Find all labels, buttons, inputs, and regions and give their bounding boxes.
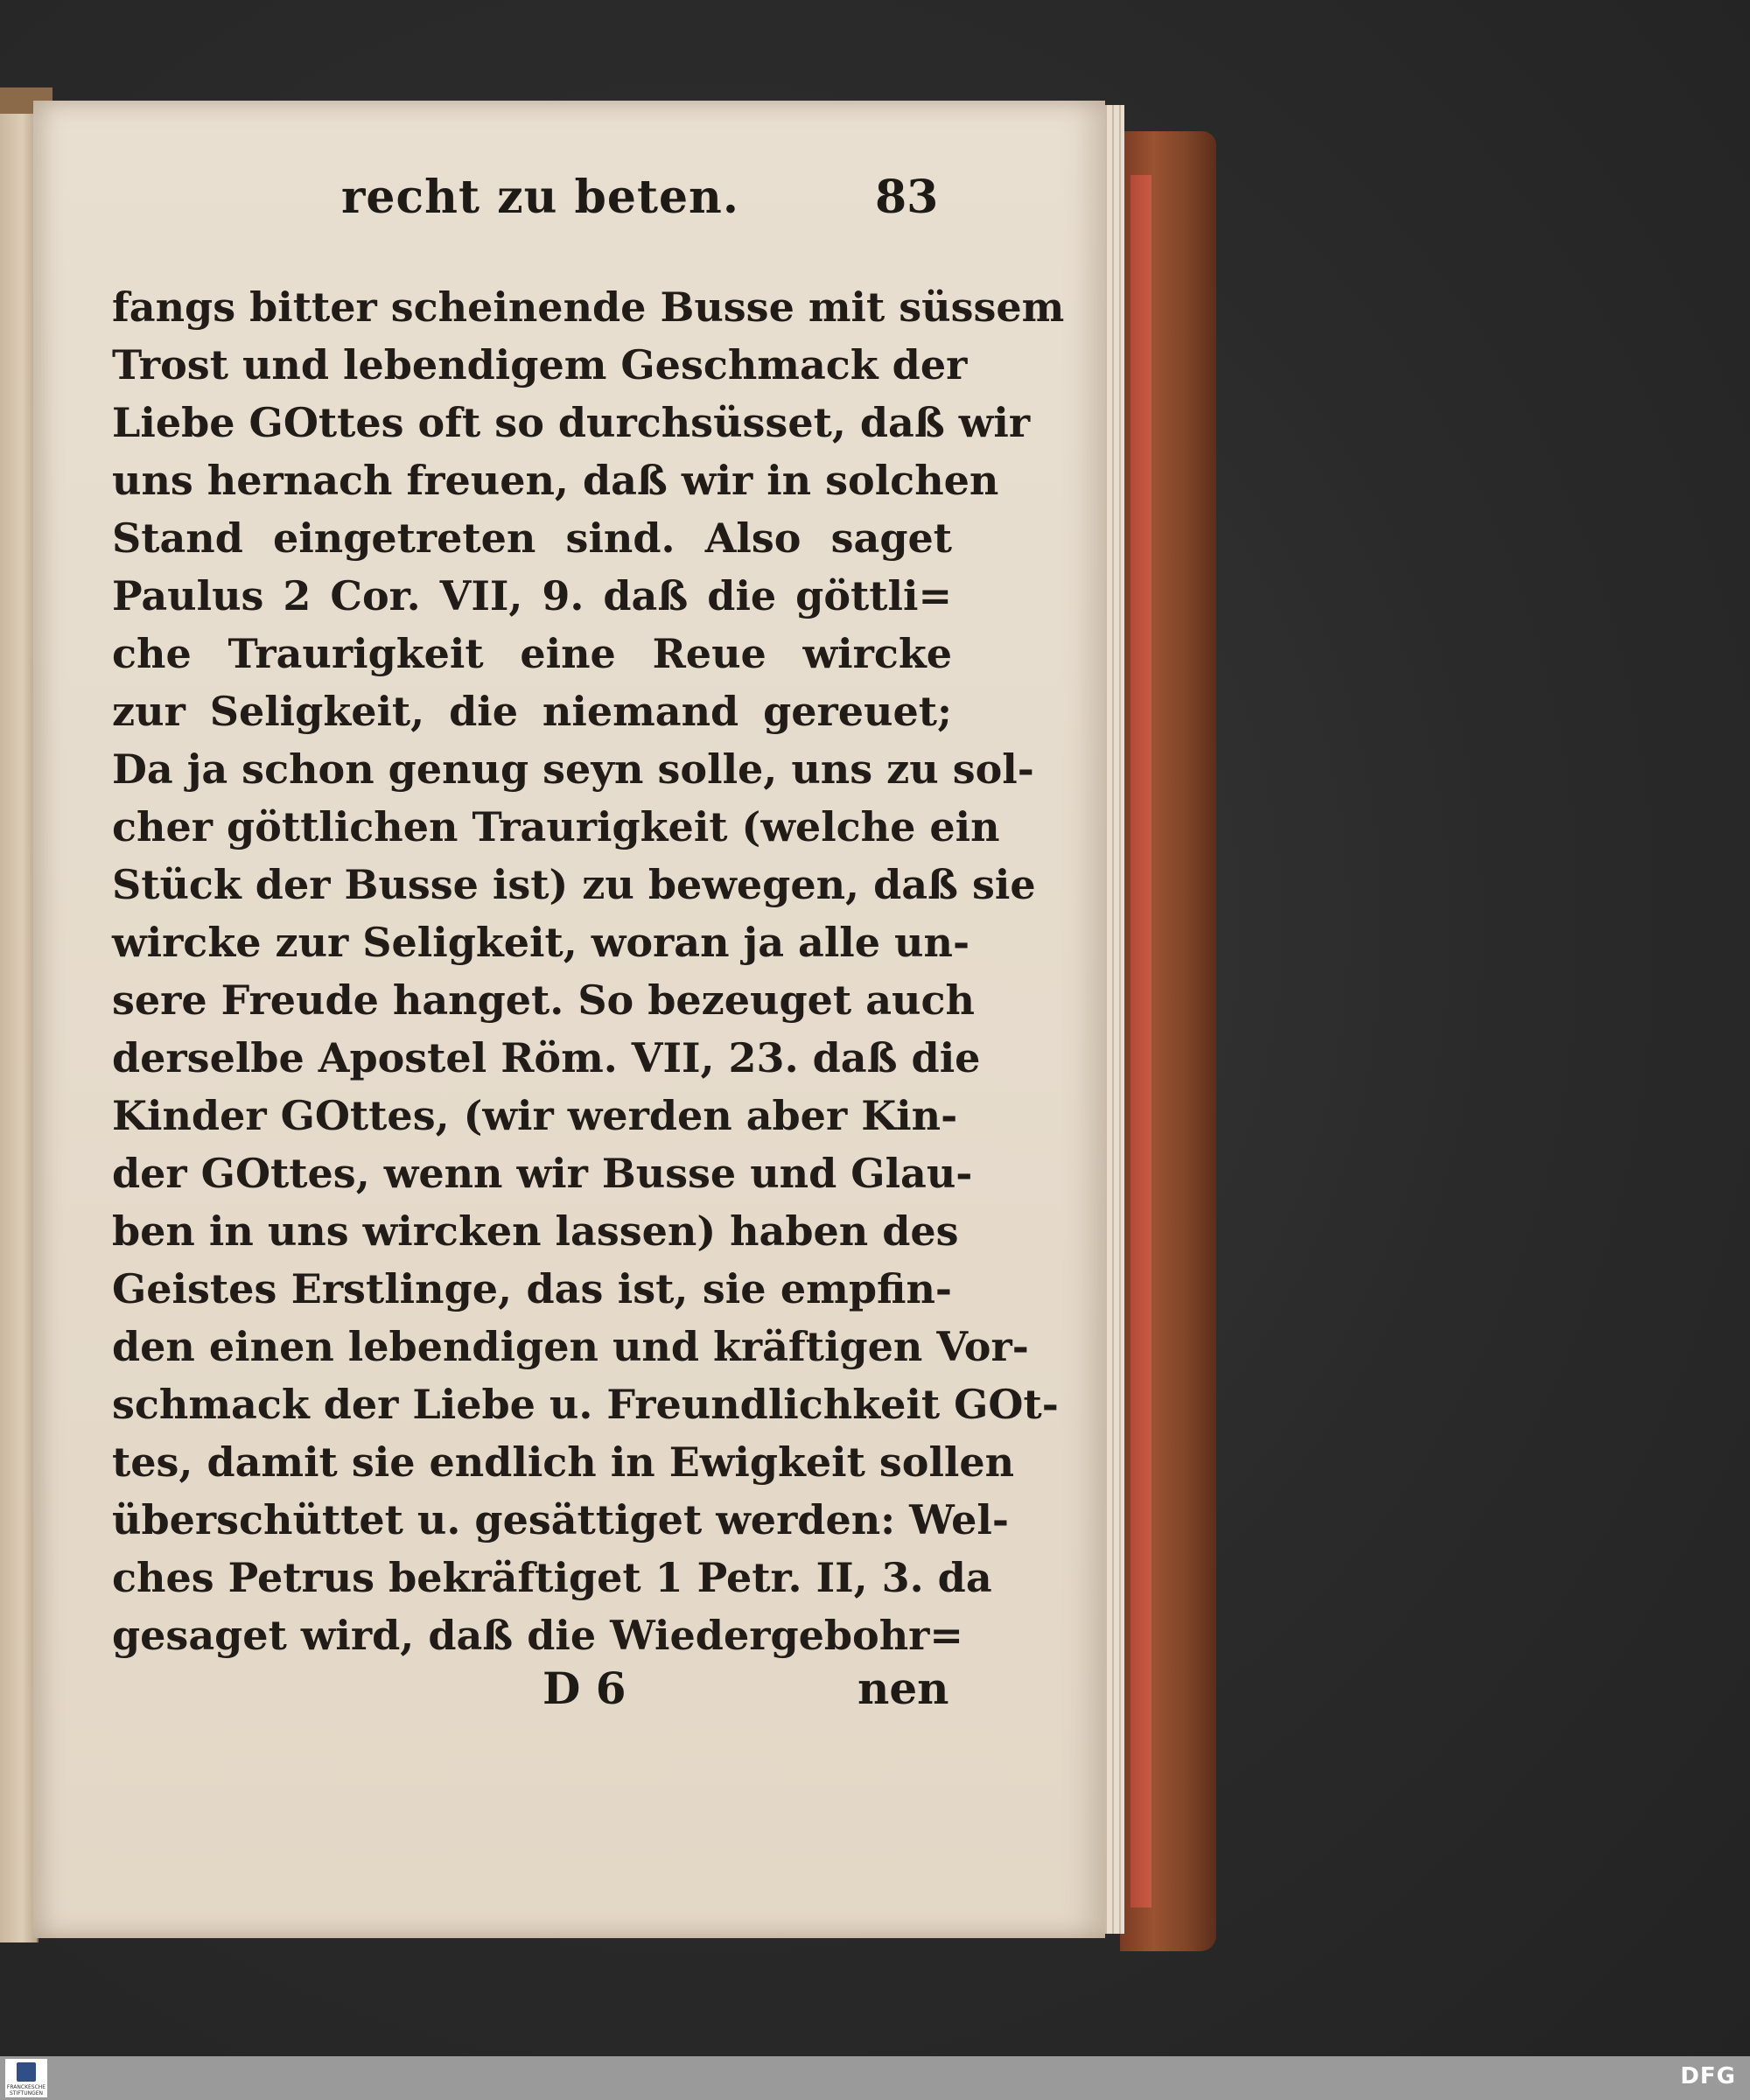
text-line: Kinder GOttes, (wir werden aber Kin- <box>112 1092 958 1139</box>
text-line: Liebe GOttes oft so durchsüsset, daß wir <box>112 399 1031 446</box>
text-line: ches Petrus bekräftiget 1 Petr. II, 3. da <box>112 1554 992 1601</box>
running-head: recht zu beten. <box>341 171 739 224</box>
body-text <box>112 278 1065 1664</box>
page-footer <box>105 1662 949 1724</box>
text-line: Stück der Busse ist) zu bewegen, daß sie <box>112 861 1036 908</box>
text-line: fangs bitter scheinende Busse mit süssem <box>112 284 1065 331</box>
text-line: uns hernach freuen, daß wir in solchen <box>112 457 999 504</box>
viewer-bottom-bar <box>0 2056 1750 2100</box>
dfg-logo: DFG <box>1680 2063 1736 2090</box>
text-line: überschüttet u. gesättiget werden: Wel- <box>112 1496 1009 1544</box>
text-line: Stand eingetreten sind. Also saget <box>112 514 952 562</box>
text-line: Da ja schon genug seyn solle, uns zu sol- <box>112 746 1034 793</box>
text-line: der GOttes, wenn wir Busse und Glau- <box>112 1150 973 1197</box>
text-line: schmack der Liebe u. Freundlichkeit GOt- <box>112 1381 1059 1428</box>
text-line: ben in uns wircken lassen) haben des <box>112 1208 959 1255</box>
text-line: che Traurigkeit eine Reue wircke <box>112 630 952 677</box>
text-line: sere Freude hanget. So bezeuget auch <box>112 976 975 1024</box>
francke-logo-text: FRANCKESCHE STIFTUNGEN <box>6 2084 46 2096</box>
page-header <box>105 171 945 232</box>
text-line: den einen lebendigen und kräftigen Vor- <box>112 1323 1029 1370</box>
text-line: Geistes Erstlinge, das ist, sie empfin- <box>112 1265 952 1312</box>
text-line: cher göttlichen Traurigkeit (welche ein <box>112 803 1000 850</box>
red-page-edge <box>1130 175 1152 1908</box>
text-line: Trost und lebendigem Geschmack der <box>112 341 968 388</box>
text-line: Paulus 2 Cor. VII, 9. daß die göttli= <box>112 572 952 620</box>
text-line: derselbe Apostel Röm. VII, 23. daß die <box>112 1034 981 1082</box>
text-line: tes, damit sie endlich in Ewigkeit sollen <box>112 1438 1015 1486</box>
text-line: gesaget wird, daß die Wiedergebohr= <box>112 1612 963 1659</box>
francke-logo-icon <box>17 2062 36 2082</box>
signature-mark: D 6 <box>542 1662 626 1714</box>
catchword: nen <box>858 1662 949 1714</box>
page-number: 83 <box>875 171 939 224</box>
text-line: wircke zur Seligkeit, woran ja alle un- <box>112 919 970 966</box>
text-line: zur Seligkeit, die niemand gereuet; <box>112 688 952 735</box>
